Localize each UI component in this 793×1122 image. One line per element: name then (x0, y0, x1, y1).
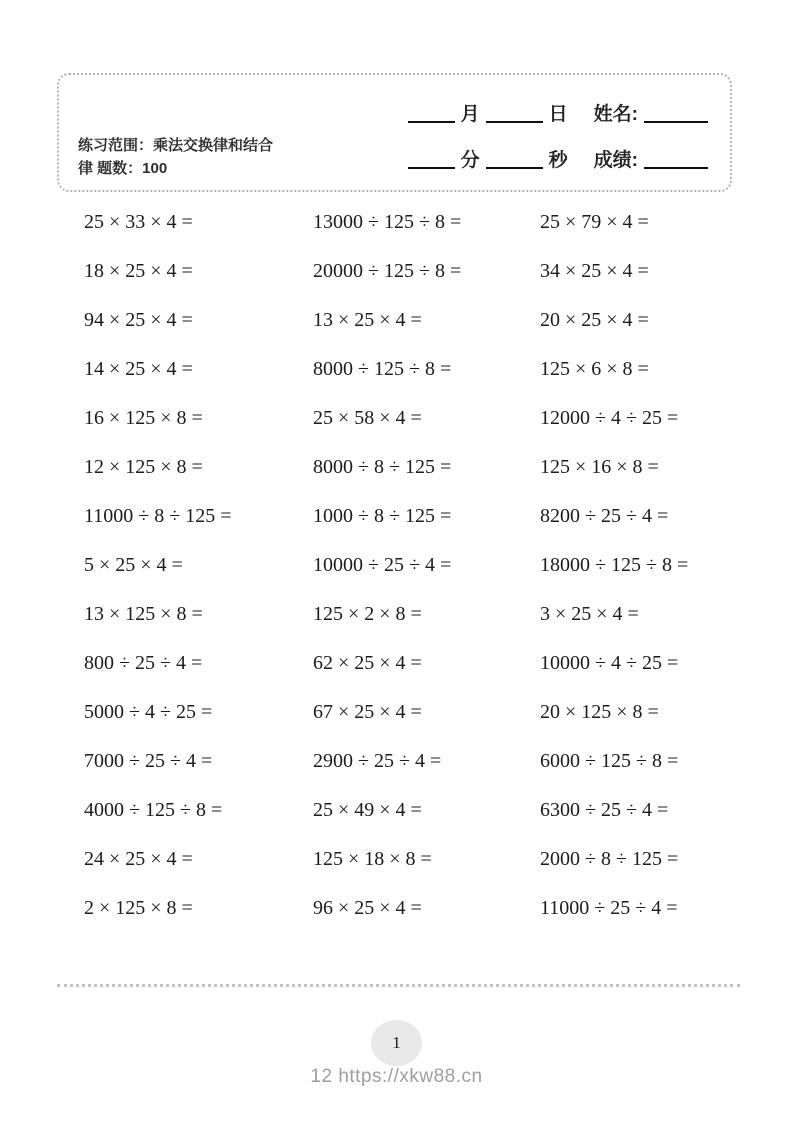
problem-cell: 125 × 6 × 8 = (540, 358, 649, 380)
worksheet-header-box (57, 73, 732, 192)
day-blank-line (486, 121, 543, 123)
problem-cell: 96 × 25 × 4 = (313, 897, 422, 919)
problem-cell: 125 × 18 × 8 = (313, 848, 432, 870)
problem-row (0, 296, 793, 345)
problem-cell: 8200 ÷ 25 ÷ 4 = (540, 505, 669, 527)
problem-cell: 11000 ÷ 8 ÷ 125 = (84, 505, 232, 527)
problem-cell: 13000 ÷ 125 ÷ 8 = (313, 211, 462, 233)
problem-row (0, 345, 793, 394)
bottom-dotted-separator (57, 984, 740, 987)
problem-cell: 14 × 25 × 4 = (84, 358, 193, 380)
second-label: 秒 (548, 150, 568, 171)
practice-scope-text (78, 134, 273, 181)
problem-cell: 10000 ÷ 4 ÷ 25 = (540, 652, 679, 674)
problem-cell: 6000 ÷ 125 ÷ 8 = (540, 750, 679, 772)
problem-row (0, 198, 793, 247)
problem-cell: 7000 ÷ 25 ÷ 4 = (84, 750, 213, 772)
time-score-line (402, 145, 708, 172)
minute-label: 分 (460, 150, 480, 171)
problem-row (0, 639, 793, 688)
score-blank-line (644, 167, 708, 169)
problem-row (0, 737, 793, 786)
problem-cell: 125 × 2 × 8 = (313, 603, 422, 625)
problem-row (0, 394, 793, 443)
problem-cell: 20000 ÷ 125 ÷ 8 = (313, 260, 462, 282)
problem-row (0, 884, 793, 933)
minute-blank-line (408, 167, 455, 169)
problem-cell: 25 × 58 × 4 = (313, 407, 422, 429)
problem-list (0, 198, 793, 933)
problem-cell: 125 × 16 × 8 = (540, 456, 659, 478)
problem-cell: 16 × 125 × 8 = (84, 407, 203, 429)
problem-cell: 2 × 125 × 8 = (84, 897, 193, 919)
problem-row (0, 492, 793, 541)
problem-cell: 67 × 25 × 4 = (313, 701, 422, 723)
problem-cell: 24 × 25 × 4 = (84, 848, 193, 870)
problem-cell: 94 × 25 × 4 = (84, 309, 193, 331)
problem-cell: 5 × 25 × 4 = (84, 554, 183, 576)
problem-cell: 4000 ÷ 125 ÷ 8 = (84, 799, 223, 821)
problem-cell: 2000 ÷ 8 ÷ 125 = (540, 848, 679, 870)
problem-cell: 5000 ÷ 4 ÷ 25 = (84, 701, 213, 723)
problem-cell: 25 × 79 × 4 = (540, 211, 649, 233)
problem-cell: 11000 ÷ 25 ÷ 4 = (540, 897, 678, 919)
problem-row (0, 247, 793, 296)
second-blank-line (486, 167, 543, 169)
page-number-badge (371, 1020, 422, 1066)
problem-cell: 1000 ÷ 8 ÷ 125 = (313, 505, 452, 527)
site-url-text[interactable]: 12 https://xkw88.cn (310, 1066, 483, 1087)
month-label: 月 (460, 104, 480, 125)
problem-cell: 25 × 33 × 4 = (84, 211, 193, 233)
problem-row (0, 688, 793, 737)
day-label: 日 (548, 104, 568, 125)
date-name-line (402, 99, 708, 126)
problem-row (0, 590, 793, 639)
problem-cell: 800 ÷ 25 ÷ 4 = (84, 652, 203, 674)
problem-cell: 10000 ÷ 25 ÷ 4 = (313, 554, 452, 576)
problem-cell: 62 × 25 × 4 = (313, 652, 422, 674)
problem-cell: 34 × 25 × 4 = (540, 260, 649, 282)
problem-cell: 18 × 25 × 4 = (84, 260, 193, 282)
problem-cell: 18000 ÷ 125 ÷ 8 = (540, 554, 689, 576)
problem-cell: 13 × 125 × 8 = (84, 603, 203, 625)
problem-cell: 25 × 49 × 4 = (313, 799, 422, 821)
problem-cell: 12 × 125 × 8 = (84, 456, 203, 478)
problem-cell: 3 × 25 × 4 = (540, 603, 639, 625)
problem-cell: 8000 ÷ 125 ÷ 8 = (313, 358, 452, 380)
practice-scope-line2: 律 题数：100 (78, 159, 168, 177)
problem-cell: 2900 ÷ 25 ÷ 4 = (313, 750, 442, 772)
name-blank-line (644, 121, 708, 123)
score-label: 成绩: (593, 150, 638, 171)
problem-cell: 6300 ÷ 25 ÷ 4 = (540, 799, 669, 821)
problem-cell: 12000 ÷ 4 ÷ 25 = (540, 407, 679, 429)
problem-row (0, 443, 793, 492)
problem-cell: 8000 ÷ 8 ÷ 125 = (313, 456, 452, 478)
practice-scope-line1: 练习范围：乘法交换律和结合 (78, 136, 274, 154)
problem-row (0, 786, 793, 835)
problem-cell: 20 × 125 × 8 = (540, 701, 659, 723)
page-number: 1 (392, 1033, 401, 1052)
problem-cell: 20 × 25 × 4 = (540, 309, 649, 331)
name-label: 姓名: (593, 104, 638, 125)
problem-row (0, 541, 793, 590)
month-blank-line (408, 121, 455, 123)
problem-cell: 13 × 25 × 4 = (313, 309, 422, 331)
problem-row (0, 835, 793, 884)
